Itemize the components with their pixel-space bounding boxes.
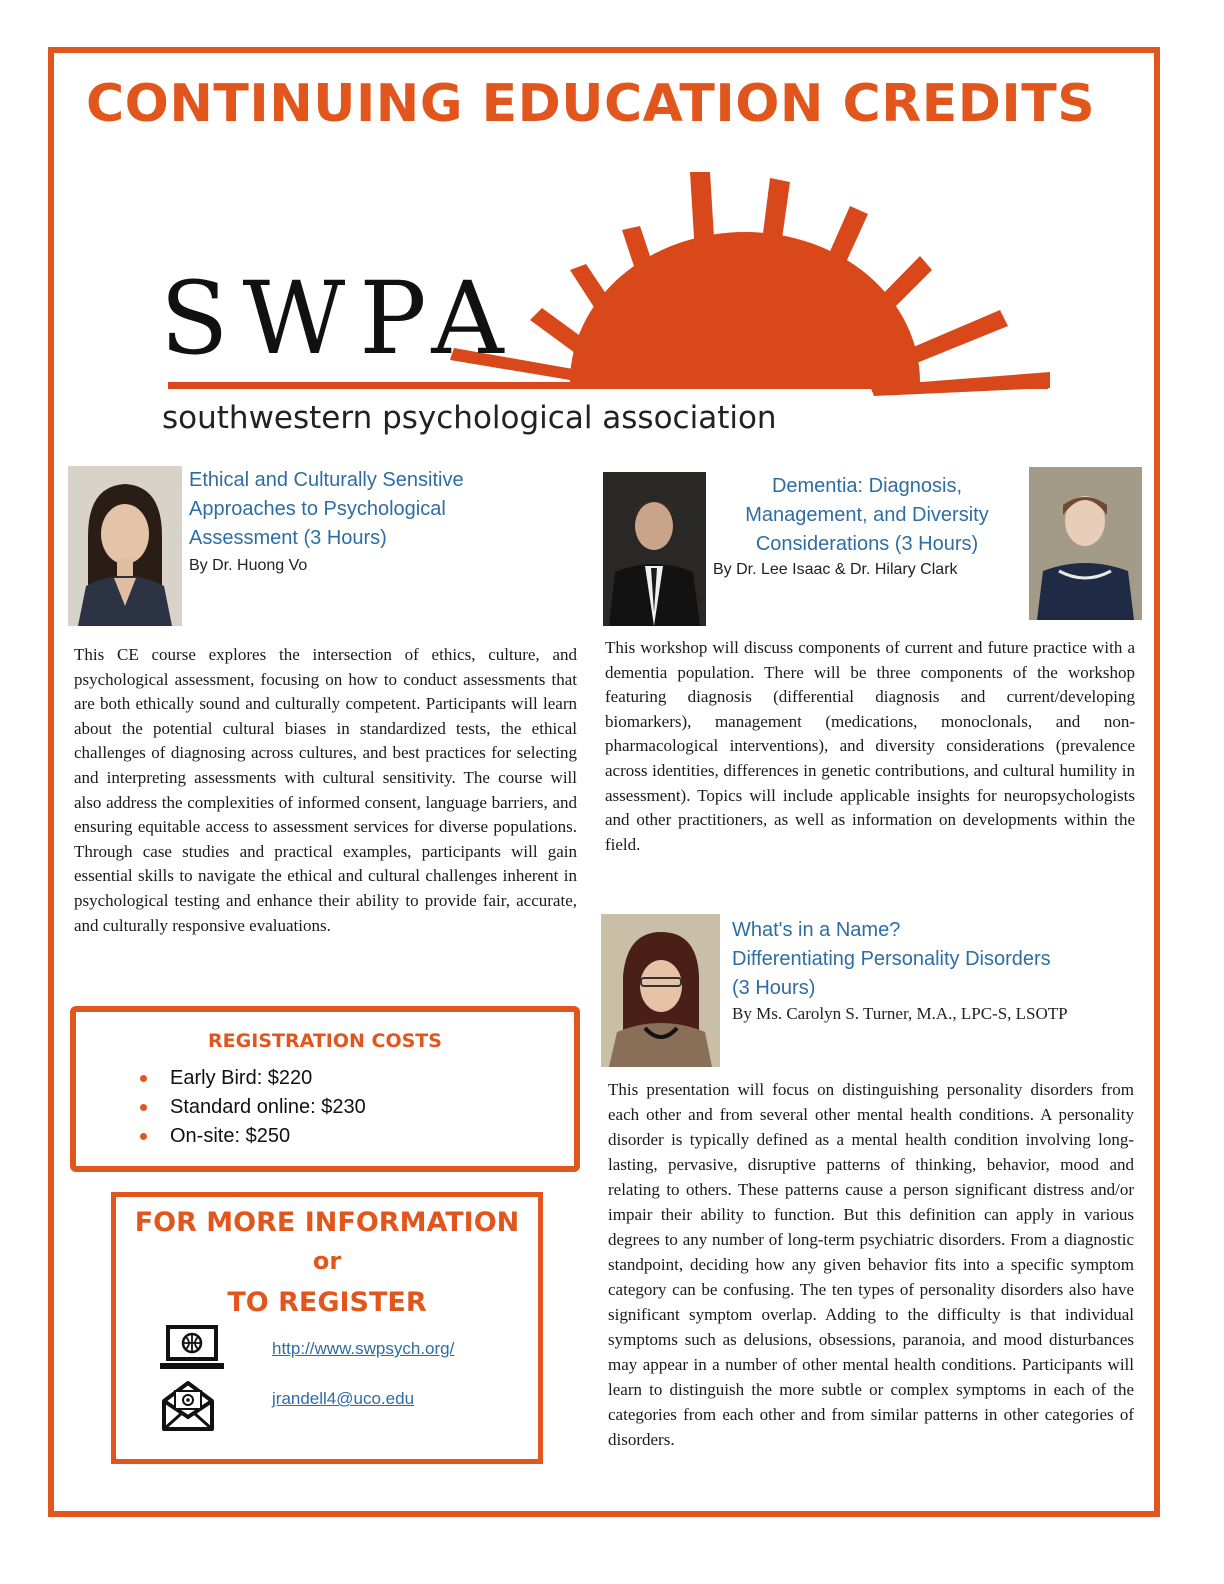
more-info-box (111, 1192, 543, 1464)
info-heading-line3: TO REGISTER (227, 1287, 427, 1318)
course-1-title-line: Ethical and Culturally Sensitive (189, 469, 464, 491)
course-3-title (732, 916, 1132, 1003)
course-3-byline: By Ms. Carolyn S. Turner, M.A., LPC-S, LSOTP (732, 1004, 1068, 1023)
presenter-photo-hilary-clark (1029, 467, 1142, 620)
course-2-title-line: Management, and Diversity (745, 504, 989, 526)
course-1-title-line: Assessment (3 Hours) (189, 527, 387, 549)
course-2-title-line: Dementia: Diagnosis, (771, 475, 963, 497)
info-heading-line1: FOR MORE INFORMATION (134, 1207, 520, 1238)
course-1-description: This CE course explores the intersection of ethics, culture, and psychological assessment, focusing on how to conduct assessments that are both ethically sound and culturally competent. Participants will learn about the potential cultural biases in standardized tests, the ethical challenges of diagnosing across cultures, and best practices for selecting and interpreting assessments with cultural sensitivity. The course will also address the complexities of informed consent, language barriers, and ensuring equitable access to assessment services for diverse populations. Through case studies and practical examples, participants will gain essential skills to navigate the ethical and cultural challenges inherent in psychological testing and enhance their ability to provide fair, accurate, and culturally responsive evaluations. (74, 645, 577, 935)
page-title: CONTINUING EDUCATION CREDITS (86, 74, 1096, 134)
course-3-title-line: What's in a Name? (732, 919, 901, 941)
logo-subtitle: southwestern psychological association (162, 400, 777, 436)
website-link[interactable]: http://www.swpsych.org/ (272, 1339, 455, 1358)
presenter-photo-carolyn-turner (601, 914, 720, 1067)
registration-costs-box (70, 1006, 580, 1172)
computer-globe-icon (158, 1325, 226, 1376)
email-envelope-icon (160, 1377, 216, 1438)
course-3-description: This presentation will focus on distinguishing personality disorders from each other and from several other mental health conditions. A personality disorder is typically defined as a mental health condition involving long-lasting, pervasive, disruptive patterns of thinking, behavior, mood and relating to others. These patterns cause a person significant distress and/or impair their ability to function. But this definition can apply in various degrees to any number of long-term psychiatric disorders. From a diagnostic standpoint, deciding how any given behavior fits into a specific symptom category can be confusing. The ten types of personality disorders also have significant symptom overlap. Adding to the difficulty is that individual symptoms such as delusions, obsessions, paranoia, and mood disturbances may appear in a number of other mental health conditions. Participants will learn to distinguish the more subtle or complex symptoms in each of the categories from each other and from similar patterns in other categories of disorders. (608, 1080, 1134, 1449)
course-2-title (712, 472, 1022, 559)
course-2-description: This workshop will discuss components of current and future practice with a dementia population. There will be three components of the workshop featuring diagnosis (differential diagnosis and current/developing biomarkers), management (medications, monoclonals, and non-pharmacological interventions), and diversity considerations (prevalence across identities, differences in genetic contributions, and cultural humility in assessment). Topics will include applicable insights for neuropsychologists and other practitioners, as well as information on developments within the field. (605, 638, 1135, 854)
presenter-photo-lee-isaac (603, 472, 706, 626)
registration-item: Standard online: $230 (134, 1093, 366, 1122)
course-3-title-line: (3 Hours) (732, 977, 816, 999)
swpa-logo (150, 160, 1070, 460)
course-2-byline: By Dr. Lee Isaac & Dr. Hilary Clark (713, 561, 958, 578)
registration-heading: REGISTRATION COSTS (208, 1030, 442, 1052)
course-1-title (189, 466, 569, 553)
course-2-title-line: Considerations (3 Hours) (755, 533, 979, 555)
course-3-title-line: Differentiating Personality Disorders (732, 948, 1051, 970)
course-1-byline: By Dr. Huong Vo (189, 557, 308, 574)
info-heading-or: or (312, 1247, 342, 1275)
registration-item: On-site: $250 (134, 1122, 366, 1151)
presenter-photo-huong-vo (68, 466, 182, 626)
logo-wordmark: SWPA (160, 260, 518, 377)
email-link[interactable]: jrandell4@uco.edu (272, 1389, 415, 1408)
registration-item: Early Bird: $220 (134, 1064, 366, 1093)
course-1-title-line: Approaches to Psychological (189, 498, 446, 520)
registration-list (134, 1064, 366, 1151)
